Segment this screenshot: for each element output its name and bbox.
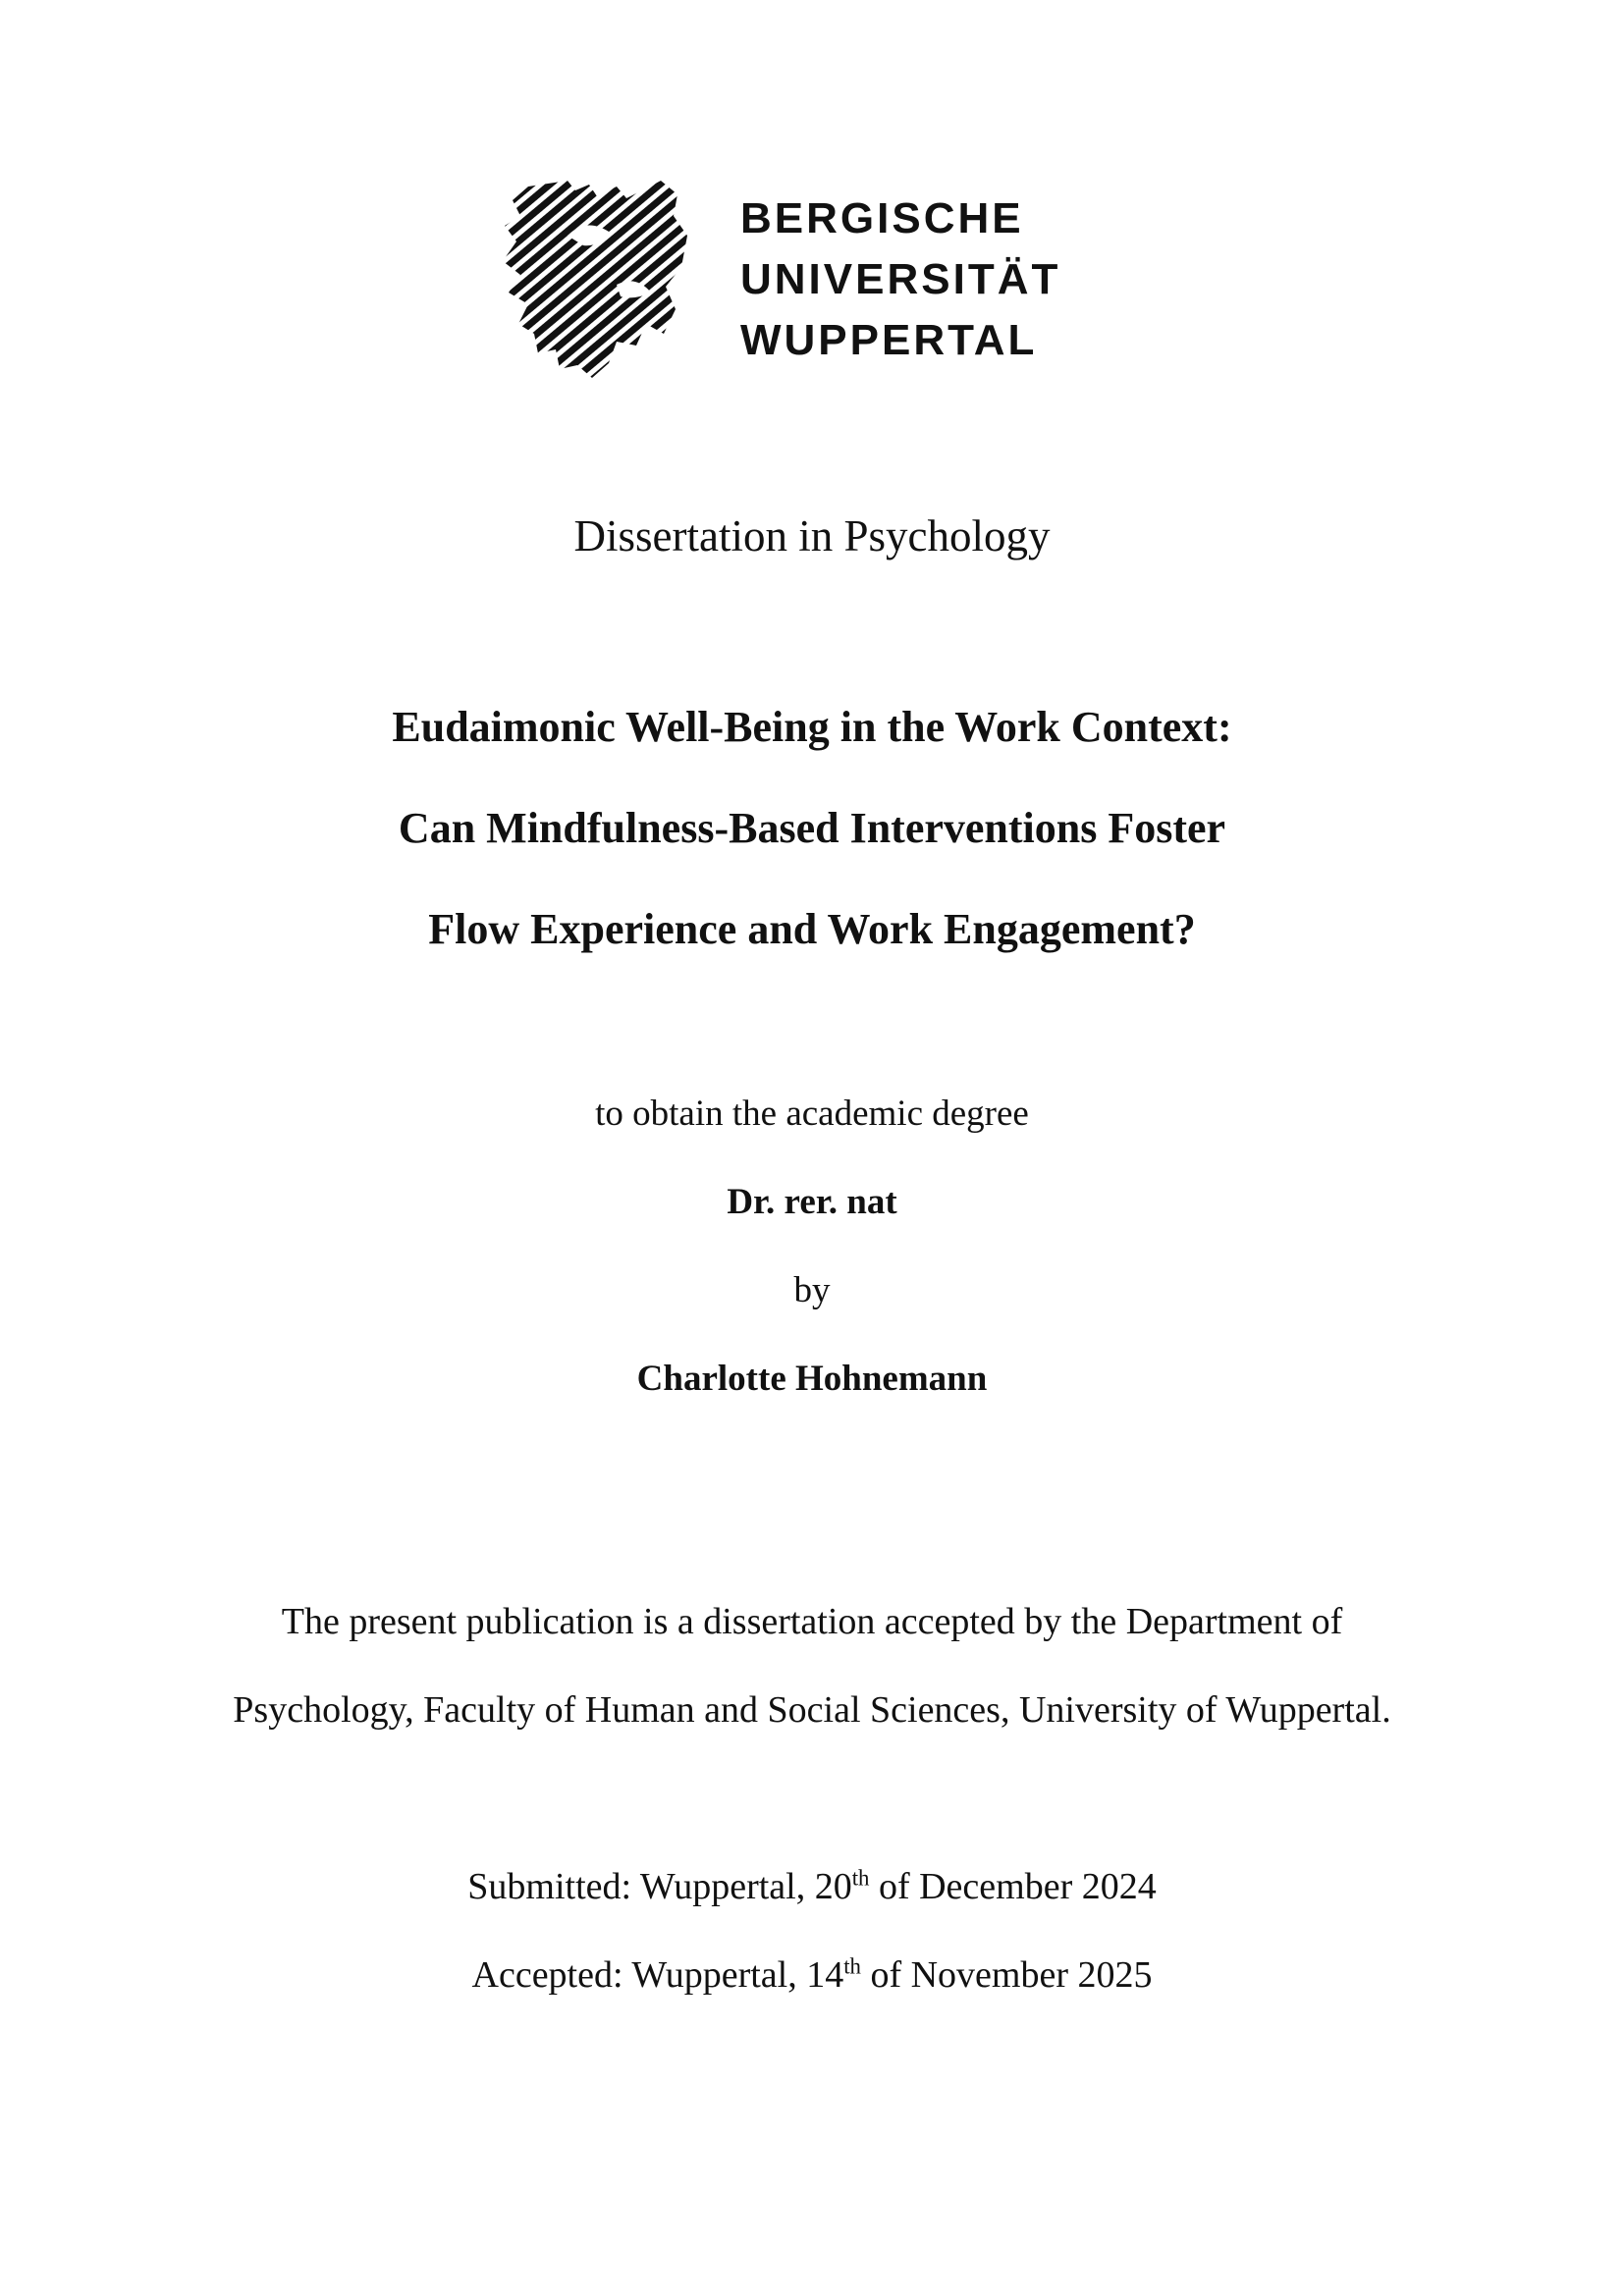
university-lion-emblem-icon bbox=[499, 177, 695, 378]
accepted-date bbox=[0, 1953, 1624, 1997]
accepted-date-rest: of November 2025 bbox=[860, 1954, 1153, 1996]
degree-name: Dr. rer. nat bbox=[727, 1182, 897, 1222]
author-name: Charlotte Hohnemann bbox=[636, 1359, 988, 1399]
accepted-date-prefix: Accepted: Wuppertal, 14 bbox=[471, 1954, 844, 1996]
publication-note-line-1: The present publication is a dissertation accepted by the Department of bbox=[281, 1601, 1343, 1642]
title-line-2: Can Mindfulness-Based Interventions Foster bbox=[398, 804, 1226, 852]
publication-note-line-2: Psychology, Faculty of Human and Social Sciences, University of Wuppertal. bbox=[233, 1689, 1391, 1731]
accepted-date-ordinal: th bbox=[843, 1953, 861, 1979]
submitted-date bbox=[0, 1865, 1624, 1908]
university-name-line-2: UNIVERSITÄT bbox=[740, 255, 1061, 303]
submitted-date-rest: of December 2024 bbox=[869, 1866, 1157, 1907]
university-logo bbox=[499, 177, 1088, 383]
document-type: Dissertation in Psychology bbox=[573, 511, 1051, 561]
by-label: by bbox=[793, 1270, 831, 1310]
submitted-date-prefix: Submitted: Wuppertal, 20 bbox=[467, 1866, 852, 1907]
title-line-3: Flow Experience and Work Engagement? bbox=[428, 905, 1196, 953]
university-name-line-1: BERGISCHE bbox=[740, 194, 1024, 242]
degree-purpose: to obtain the academic degree bbox=[595, 1094, 1029, 1134]
title-line-1: Eudaimonic Well-Being in the Work Context: bbox=[392, 703, 1232, 751]
university-name-line-3: WUPPERTAL bbox=[740, 316, 1038, 364]
submitted-date-ordinal: th bbox=[851, 1865, 870, 1891]
university-name bbox=[740, 188, 1060, 371]
